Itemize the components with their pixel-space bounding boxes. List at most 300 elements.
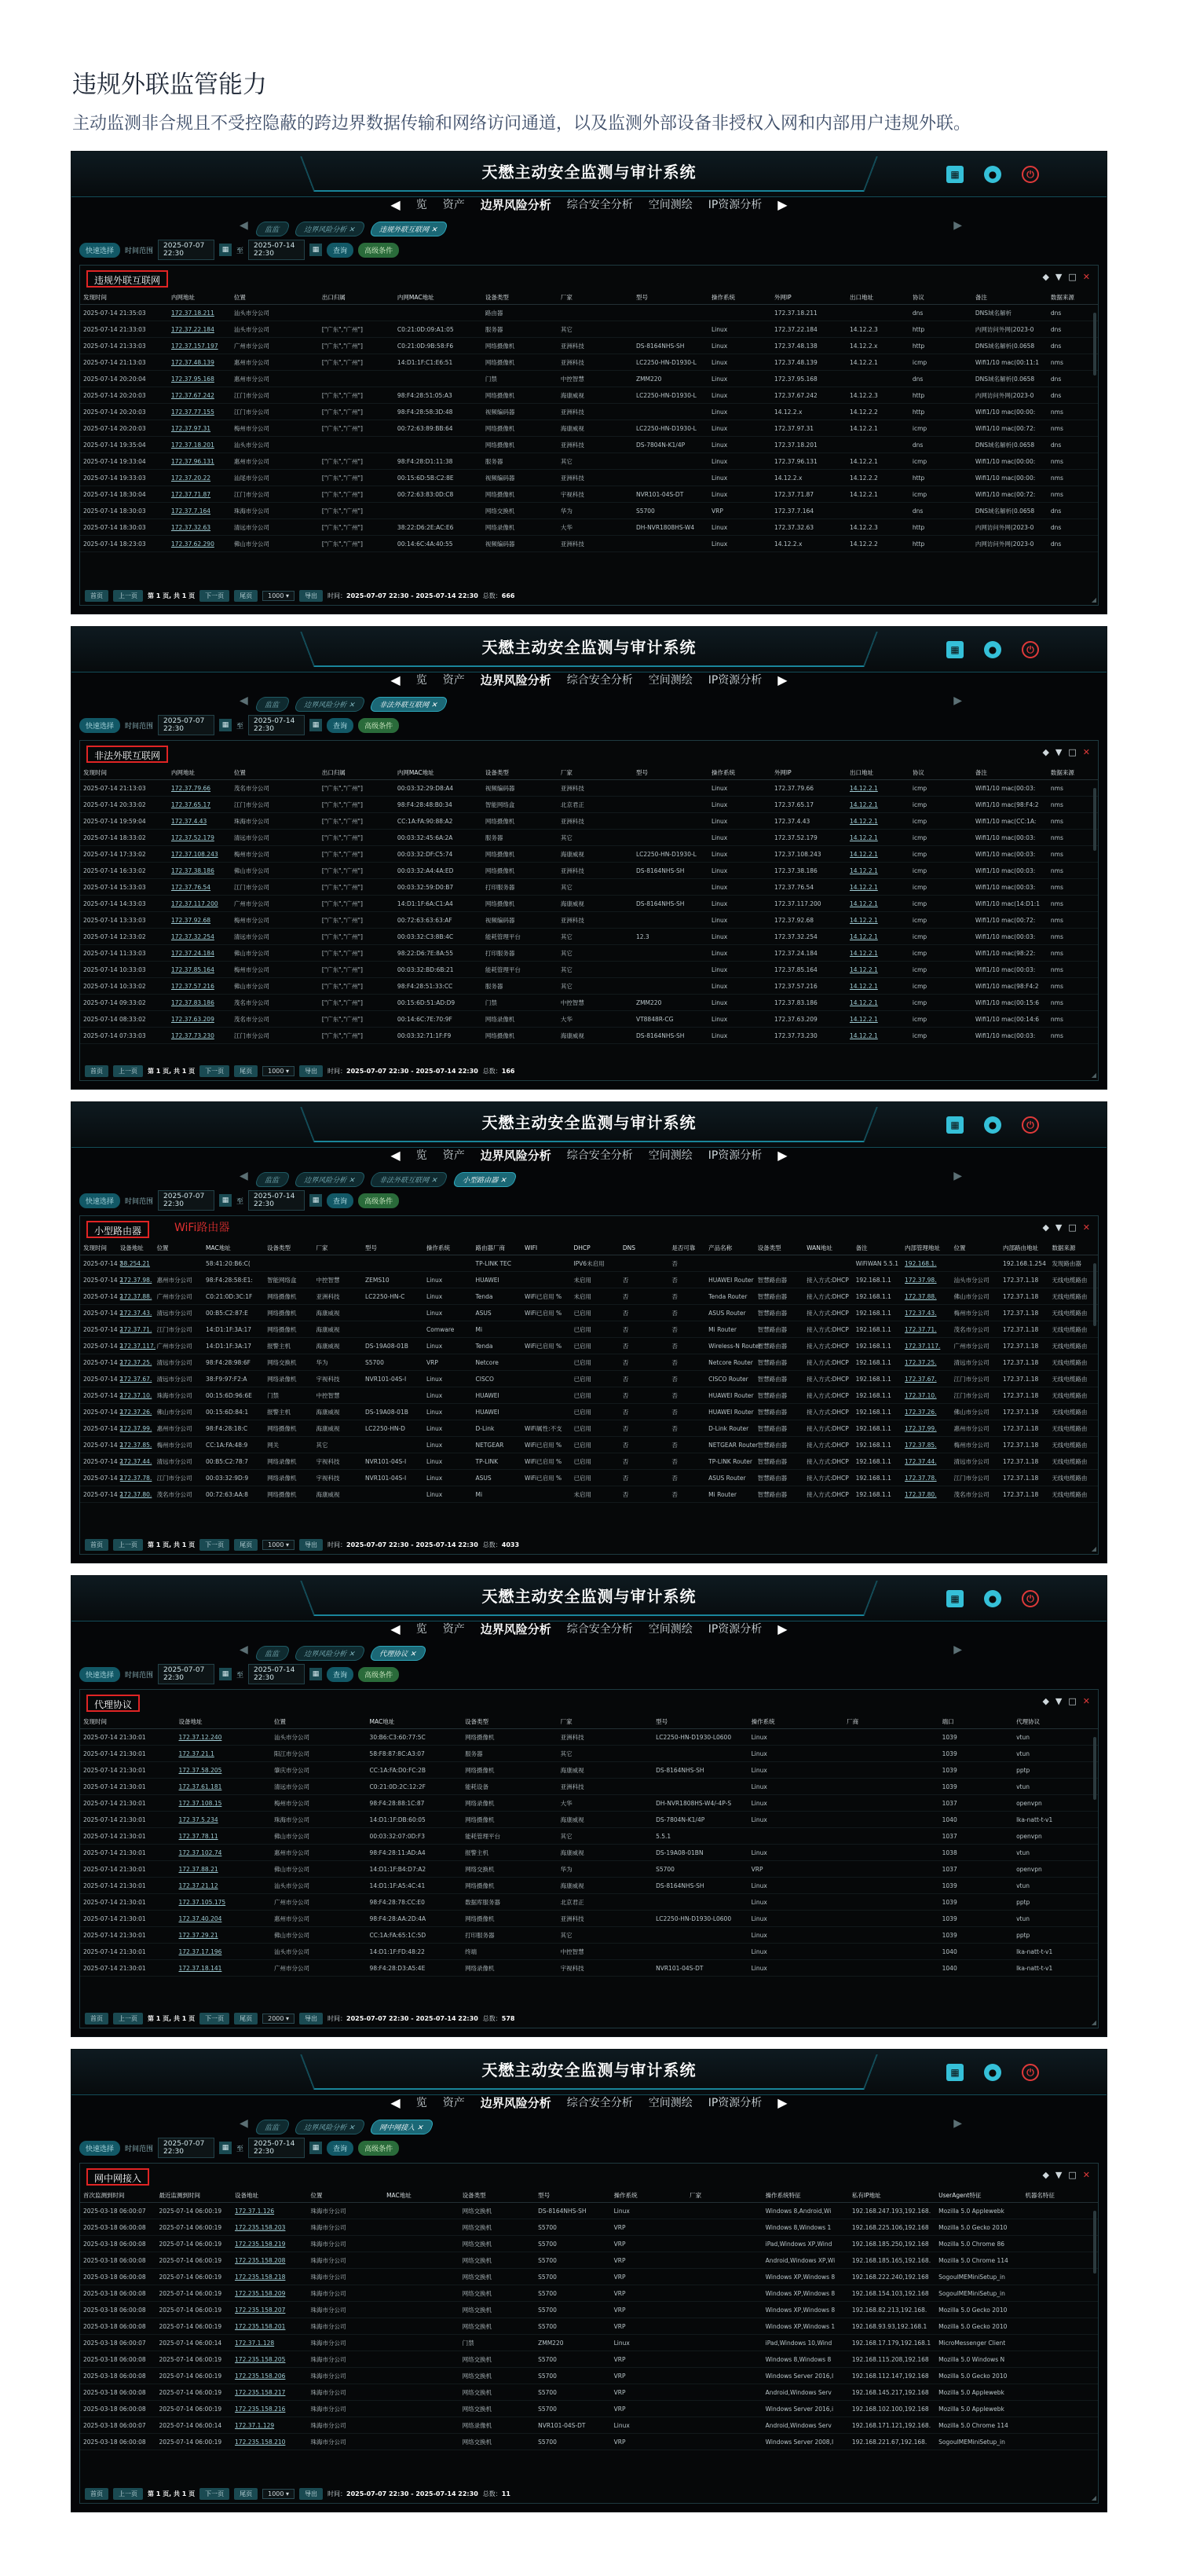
start-time-input[interactable]: 2025-07-07 22:30 (158, 240, 214, 260)
last-page-button[interactable]: 尾页 (234, 1539, 258, 1551)
column-header[interactable]: 发现时间 (80, 1715, 176, 1729)
table-row[interactable] (80, 929, 1098, 945)
last-page-button[interactable]: 尾页 (234, 1065, 258, 1077)
table-cell[interactable]: 172.37.61.181 (176, 1779, 272, 1795)
nav-item[interactable]: 综合安全分析 (566, 2097, 633, 2109)
column-header[interactable]: 备注 (853, 1241, 902, 1255)
table-row[interactable] (80, 2401, 1098, 2417)
tab-pill[interactable]: 边界风险分析 ✕ (294, 222, 367, 236)
table-row[interactable] (80, 1911, 1098, 1927)
table-cell[interactable]: 172.37.32.254 (168, 929, 231, 945)
table-cell[interactable]: 172.37.108.15 (176, 1795, 272, 1812)
table-cell[interactable]: 14.12.2.1 (847, 912, 909, 929)
chart-icon[interactable]: ▦ (946, 166, 964, 183)
table-cell[interactable]: 172.37.65.17 (168, 797, 231, 813)
table-cell[interactable]: 172.37.58.205 (176, 1762, 272, 1779)
calendar-icon[interactable]: ▦ (309, 1194, 322, 1207)
nav-item[interactable]: 空间测绘 (648, 1149, 693, 1162)
table-row[interactable] (80, 1762, 1098, 1779)
table-cell[interactable]: 14.12.2.1 (847, 945, 909, 962)
column-header[interactable]: 内网MAC地址 (394, 766, 482, 780)
table-row[interactable] (80, 896, 1098, 912)
table-row[interactable] (80, 321, 1098, 338)
calendar-icon[interactable]: ▦ (309, 2142, 322, 2154)
calendar-icon[interactable]: ▦ (309, 719, 322, 731)
table-cell[interactable]: 172.235.158.208 (232, 2252, 308, 2269)
column-header[interactable]: WIFI (521, 1241, 570, 1255)
column-header[interactable]: 位置 (231, 766, 319, 780)
tabs-left-arrow[interactable]: ◀ (240, 694, 248, 707)
table-cell[interactable]: 14.12.2.1 (847, 978, 909, 995)
tab-pill[interactable]: 非法外联互联网 ✕ (369, 1172, 449, 1187)
table-row[interactable] (80, 2335, 1098, 2351)
table-row[interactable] (80, 1011, 1098, 1028)
quick-select-button[interactable]: 快速选择 (79, 2141, 120, 2156)
table-cell[interactable]: 172.37.40.204 (176, 1911, 272, 1927)
column-header[interactable]: 机器名特征 (1022, 2189, 1098, 2203)
table-cell[interactable]: 172.37.18.201 (168, 437, 231, 453)
column-header[interactable]: 出口地址 (847, 766, 909, 780)
calendar-icon[interactable]: ▦ (219, 2142, 232, 2154)
column-header[interactable]: 出口地址 (847, 291, 909, 305)
export-button[interactable]: 导出 (299, 1065, 323, 1077)
column-header[interactable]: 厂商 (843, 1715, 939, 1729)
filter-icon[interactable]: ▼ (1055, 272, 1063, 282)
column-header[interactable]: 出口归属 (319, 291, 394, 305)
nav-prev-arrow[interactable]: ◀ (390, 2094, 401, 2110)
nav-item[interactable]: 边界风险分析 (480, 197, 551, 212)
nav-item[interactable]: 空间测绘 (648, 1623, 693, 1636)
calendar-icon[interactable]: ▦ (219, 719, 232, 731)
table-row[interactable] (80, 1404, 1098, 1420)
table-cell[interactable]: 172.37.44. (117, 1453, 154, 1470)
scrollbar[interactable] (1093, 313, 1096, 376)
table-cell[interactable]: 172.37.102.74 (176, 1845, 272, 1861)
user-icon[interactable]: ● (984, 1590, 1001, 1607)
table-cell[interactable]: 172.37.63.209 (168, 1011, 231, 1028)
tabs-left-arrow[interactable]: ◀ (240, 1170, 248, 1182)
table-row[interactable] (80, 2302, 1098, 2318)
next-page-button[interactable]: 下一页 (199, 1065, 229, 1077)
end-time-input[interactable]: 2025-07-14 22:30 (248, 240, 305, 260)
tag-icon[interactable]: ◆ (1042, 747, 1049, 757)
tab-pill[interactable]: 边界风险分析 ✕ (294, 1172, 367, 1187)
table-cell[interactable]: 14.12.2.1 (847, 879, 909, 896)
user-icon[interactable]: ● (984, 1116, 1001, 1134)
window-icon[interactable]: □ (1068, 2170, 1077, 2180)
column-header[interactable]: DNS (620, 1241, 668, 1255)
table-row[interactable] (80, 995, 1098, 1011)
column-header[interactable]: 内部路由地址 (1000, 1241, 1048, 1255)
column-header[interactable]: 最近监测到时间 (156, 2189, 232, 2203)
table-row[interactable] (80, 503, 1098, 519)
tab-pill[interactable]: 监监 (254, 2120, 291, 2134)
tab-pill[interactable]: 小型路由器 ✕ (452, 1172, 518, 1187)
column-header[interactable]: 厂家 (686, 2189, 763, 2203)
export-button[interactable]: 导出 (299, 590, 323, 602)
column-header[interactable]: 端口 (939, 1715, 1013, 1729)
table-cell[interactable]: 172.37.71. (117, 1321, 154, 1338)
table-row[interactable] (80, 879, 1098, 896)
filter-icon[interactable]: ▼ (1055, 1222, 1063, 1233)
table-row[interactable] (80, 1371, 1098, 1387)
table-cell[interactable]: 172.37.117. (902, 1338, 950, 1354)
nav-item[interactable]: IP资源分析 (708, 674, 763, 687)
start-time-input[interactable]: 2025-07-07 22:30 (158, 1190, 214, 1211)
table-row[interactable] (80, 945, 1098, 962)
column-header[interactable]: 设备类型 (264, 1241, 313, 1255)
table-cell[interactable]: 172.37.32.63 (168, 519, 231, 536)
table-row[interactable] (80, 797, 1098, 813)
chart-icon[interactable]: ▦ (946, 1590, 964, 1607)
next-page-button[interactable]: 下一页 (199, 2013, 229, 2025)
table-cell[interactable]: 172.37.22.184 (168, 321, 231, 338)
table-row[interactable] (80, 2236, 1098, 2252)
power-icon[interactable]: ⏻ (1022, 166, 1039, 183)
nav-item[interactable]: 览 (415, 2097, 427, 2109)
table-cell[interactable]: 172.37.99. (117, 1420, 154, 1437)
nav-item[interactable]: 览 (415, 674, 427, 687)
table-row[interactable] (80, 863, 1098, 879)
table-cell[interactable]: 172.37.10. (117, 1387, 154, 1404)
tag-icon[interactable]: ◆ (1042, 2170, 1049, 2180)
end-time-input[interactable]: 2025-07-14 22:30 (248, 2138, 305, 2158)
chart-icon[interactable]: ▦ (946, 2064, 964, 2081)
table-cell[interactable]: 172.37.43. (117, 1305, 154, 1321)
page-size-select[interactable]: 2000 ▾ (262, 2014, 294, 2024)
table-cell[interactable]: 172.37.78. (117, 1470, 154, 1486)
table-cell[interactable]: 172.37.25. (902, 1354, 950, 1371)
column-header[interactable]: 操作系统 (748, 1715, 844, 1729)
close-icon[interactable]: ✕ (1082, 1696, 1090, 1706)
first-page-button[interactable]: 首页 (85, 1065, 108, 1077)
column-header[interactable]: 操作系统 (611, 2189, 687, 2203)
nav-item[interactable]: 空间测绘 (648, 674, 693, 687)
table-cell[interactable]: 14.12.2.1 (847, 1011, 909, 1028)
table-row[interactable] (80, 1288, 1098, 1305)
table-row[interactable] (80, 2219, 1098, 2236)
column-header[interactable]: 发现时间 (80, 291, 168, 305)
table-cell[interactable]: 172.37.105.175 (176, 1894, 272, 1911)
table-cell[interactable]: 14.12.2.1 (847, 995, 909, 1011)
table-cell[interactable]: 172.37.17.196 (176, 1944, 272, 1960)
prev-page-button[interactable]: 上一页 (113, 2013, 143, 2025)
tabs-right-arrow[interactable]: ▶ (953, 694, 962, 707)
column-header[interactable]: 出口归属 (319, 766, 394, 780)
table-cell[interactable]: 172.37.157.197 (168, 338, 231, 354)
export-button[interactable]: 导出 (299, 2013, 323, 2025)
column-header[interactable]: 厂家 (313, 1241, 362, 1255)
column-header[interactable]: 路由器厂商 (473, 1241, 521, 1255)
table-cell[interactable]: 172.37.67. (902, 1371, 950, 1387)
nav-item[interactable]: 资产 (442, 2097, 465, 2109)
table-cell[interactable]: 172.37.77.155 (168, 404, 231, 420)
column-header[interactable]: 设备类型 (459, 2189, 536, 2203)
column-header[interactable]: 协议 (909, 766, 972, 780)
table-cell[interactable]: 172.37.117. (117, 1338, 154, 1354)
nav-item[interactable]: 空间测绘 (648, 2097, 693, 2109)
advanced-filter-button[interactable]: 高级条件 (358, 718, 399, 733)
quick-select-button[interactable]: 快速选择 (79, 243, 120, 258)
user-icon[interactable]: ● (984, 166, 1001, 183)
table-cell[interactable]: 172.37.7.164 (168, 503, 231, 519)
table-cell[interactable]: 172.37.25. (117, 1354, 154, 1371)
table-row[interactable] (80, 453, 1098, 470)
calendar-icon[interactable]: ▦ (309, 244, 322, 256)
table-row[interactable] (80, 1729, 1098, 1746)
nav-item[interactable]: 边界风险分析 (480, 672, 551, 687)
table-row[interactable] (80, 2417, 1098, 2434)
scrollbar[interactable] (1093, 2211, 1096, 2274)
tabs-right-arrow[interactable]: ▶ (953, 1170, 962, 1182)
end-time-input[interactable]: 2025-07-14 22:30 (248, 1190, 305, 1211)
column-header[interactable]: 外网IP (771, 291, 847, 305)
table-row[interactable] (80, 813, 1098, 830)
nav-item[interactable]: 资产 (442, 674, 465, 687)
table-row[interactable] (80, 2434, 1098, 2450)
chart-icon[interactable]: ▦ (946, 641, 964, 658)
scrollbar[interactable] (1093, 1263, 1096, 1326)
nav-item[interactable]: 综合安全分析 (566, 199, 633, 211)
table-row[interactable] (80, 1878, 1098, 1894)
tab-pill[interactable]: 非法外联互联网 ✕ (369, 697, 449, 712)
column-header[interactable]: 位置 (951, 1241, 1000, 1255)
table-row[interactable] (80, 1420, 1098, 1437)
table-row[interactable] (80, 404, 1098, 420)
table-cell[interactable]: 172.37.48.139 (168, 354, 231, 371)
nav-prev-arrow[interactable]: ◀ (390, 1621, 401, 1636)
nav-next-arrow[interactable]: ▶ (777, 1621, 788, 1636)
table-cell[interactable]: 172.37.98. (902, 1272, 950, 1288)
nav-item[interactable]: 综合安全分析 (566, 674, 633, 687)
column-header[interactable]: 操作系统特征 (763, 2189, 849, 2203)
nav-item[interactable]: 资产 (442, 1149, 465, 1162)
table-row[interactable] (80, 1746, 1098, 1762)
resize-handle[interactable]: ◢ (1091, 2019, 1096, 2026)
column-header[interactable]: 首次监测到时间 (80, 2189, 156, 2203)
user-icon[interactable]: ● (984, 641, 1001, 658)
table-cell[interactable]: 172.37.57.216 (168, 978, 231, 995)
table-cell[interactable]: 172.37.52.179 (168, 830, 231, 846)
table-row[interactable] (80, 305, 1098, 321)
table-row[interactable] (80, 1354, 1098, 1371)
next-page-button[interactable]: 下一页 (199, 1539, 229, 1551)
column-header[interactable]: DHCP (570, 1241, 619, 1255)
prev-page-button[interactable]: 上一页 (113, 590, 143, 602)
column-header[interactable]: 发现时间 (80, 766, 168, 780)
table-cell[interactable]: 172.37.1.129 (232, 2417, 308, 2434)
nav-next-arrow[interactable]: ▶ (777, 1147, 788, 1163)
nav-item[interactable]: IP资源分析 (708, 1149, 763, 1162)
table-cell[interactable]: 172.37.26. (902, 1404, 950, 1420)
table-row[interactable] (80, 1255, 1098, 1272)
table-row[interactable] (80, 1894, 1098, 1911)
table-cell[interactable]: 172.37.26. (117, 1404, 154, 1420)
table-cell[interactable]: 172.37.85. (117, 1437, 154, 1453)
nav-item[interactable]: IP资源分析 (708, 2097, 763, 2109)
column-header[interactable]: 位置 (154, 1241, 203, 1255)
tab-pill[interactable]: 网中网接入 ✕ (369, 2120, 435, 2134)
scrollbar[interactable] (1093, 1737, 1096, 1800)
power-icon[interactable]: ⏻ (1022, 1590, 1039, 1607)
table-cell[interactable]: 172.235.158.203 (232, 2219, 308, 2236)
table-cell[interactable]: 172.37.43. (902, 1305, 950, 1321)
table-row[interactable] (80, 470, 1098, 486)
window-icon[interactable]: □ (1068, 747, 1077, 757)
table-cell[interactable]: 172.235.158.216 (232, 2401, 308, 2417)
table-row[interactable] (80, 1305, 1098, 1321)
column-header[interactable]: 位置 (231, 291, 319, 305)
column-header[interactable]: 协议 (909, 291, 972, 305)
table-cell[interactable]: 172.37.24.184 (168, 945, 231, 962)
power-icon[interactable]: ⏻ (1022, 641, 1039, 658)
table-row[interactable] (80, 2269, 1098, 2285)
table-cell[interactable]: 172.37.21.12 (176, 1878, 272, 1894)
table-row[interactable] (80, 1338, 1098, 1354)
prev-page-button[interactable]: 上一页 (113, 1539, 143, 1551)
query-button[interactable]: 查询 (327, 1193, 353, 1208)
table-cell[interactable]: 172.37.88. (117, 1288, 154, 1305)
power-icon[interactable]: ⏻ (1022, 1116, 1039, 1134)
column-header[interactable]: 内部管理地址 (902, 1241, 950, 1255)
next-page-button[interactable]: 下一页 (199, 2488, 229, 2500)
table-cell[interactable]: 14.12.2.1 (847, 1028, 909, 1044)
column-header[interactable]: 型号 (653, 1715, 748, 1729)
query-button[interactable]: 查询 (327, 718, 353, 733)
tabs-left-arrow[interactable]: ◀ (240, 1643, 248, 1656)
column-header[interactable]: 代理协议 (1013, 1715, 1098, 1729)
table-row[interactable] (80, 1828, 1098, 1845)
table-row[interactable] (80, 1861, 1098, 1878)
table-cell[interactable]: 172.235.158.207 (232, 2302, 308, 2318)
table-cell[interactable]: 172.235.158.205 (232, 2351, 308, 2368)
table-cell[interactable]: 172.37.18.211 (168, 305, 231, 321)
page-size-select[interactable]: 1000 ▾ (262, 2489, 294, 2499)
table-row[interactable] (80, 1321, 1098, 1338)
filter-icon[interactable]: ▼ (1055, 747, 1063, 757)
prev-page-button[interactable]: 上一页 (113, 2488, 143, 2500)
column-header[interactable]: 设备类型 (462, 1715, 558, 1729)
query-button[interactable]: 查询 (327, 2141, 353, 2156)
tag-icon[interactable]: ◆ (1042, 1222, 1049, 1233)
column-header[interactable]: MAC地址 (203, 1241, 264, 1255)
table-row[interactable] (80, 338, 1098, 354)
end-time-input[interactable]: 2025-07-14 22:30 (248, 715, 305, 735)
table-cell[interactable]: 172.37.73.230 (168, 1028, 231, 1044)
tab-pill[interactable]: 监监 (254, 222, 291, 236)
start-time-input[interactable]: 2025-07-07 22:30 (158, 1664, 214, 1684)
column-header[interactable]: 型号 (633, 766, 708, 780)
table-cell[interactable]: 172.37.92.68 (168, 912, 231, 929)
table-row[interactable] (80, 1927, 1098, 1944)
table-cell[interactable]: 14.12.2.1 (847, 929, 909, 945)
table-cell[interactable]: 172.37.29.21 (176, 1927, 272, 1944)
table-cell[interactable]: 172.37.108.243 (168, 846, 231, 863)
column-header[interactable]: 设备地址 (117, 1241, 154, 1255)
table-row[interactable] (80, 437, 1098, 453)
first-page-button[interactable]: 首页 (85, 1539, 108, 1551)
resize-handle[interactable]: ◢ (1091, 1545, 1096, 1552)
table-row[interactable] (80, 486, 1098, 503)
table-row[interactable] (80, 1960, 1098, 1977)
filter-icon[interactable]: ▼ (1055, 2170, 1063, 2180)
nav-item[interactable]: 边界风险分析 (480, 2095, 551, 2110)
close-icon[interactable]: ✕ (1082, 1222, 1090, 1233)
column-header[interactable]: 操作系统 (708, 766, 771, 780)
column-header[interactable]: 型号 (633, 291, 708, 305)
table-row[interactable] (80, 387, 1098, 404)
table-row[interactable] (80, 420, 1098, 437)
first-page-button[interactable]: 首页 (85, 590, 108, 602)
column-header[interactable]: MAC地址 (383, 2189, 459, 2203)
advanced-filter-button[interactable]: 高级条件 (358, 2141, 399, 2156)
column-header[interactable]: 型号 (535, 2189, 611, 2203)
column-header[interactable]: 设备类型 (482, 766, 558, 780)
column-header[interactable]: 是否可靠 (668, 1241, 705, 1255)
table-row[interactable] (80, 519, 1098, 536)
nav-item[interactable]: 空间测绘 (648, 199, 693, 211)
table-row[interactable] (80, 2252, 1098, 2269)
table-cell[interactable]: 192.168.1. (902, 1255, 950, 1272)
table-cell[interactable]: 172.37.1.128 (232, 2335, 308, 2351)
table-cell[interactable]: 14.12.2.1 (847, 813, 909, 830)
start-time-input[interactable]: 2025-07-07 22:30 (158, 2138, 214, 2158)
resize-handle[interactable]: ◢ (1091, 1072, 1096, 1079)
column-header[interactable]: 型号 (362, 1241, 423, 1255)
table-row[interactable] (80, 1779, 1098, 1795)
table-cell[interactable]: 172.37.99. (902, 1420, 950, 1437)
query-button[interactable]: 查询 (327, 243, 353, 258)
table-cell[interactable]: 172.235.158.206 (232, 2368, 308, 2384)
column-header[interactable]: 位置 (271, 1715, 367, 1729)
tabs-right-arrow[interactable]: ▶ (953, 219, 962, 232)
table-row[interactable] (80, 1437, 1098, 1453)
advanced-filter-button[interactable]: 高级条件 (358, 1193, 399, 1208)
nav-prev-arrow[interactable]: ◀ (390, 196, 401, 212)
table-cell[interactable]: 172.235.158.217 (232, 2384, 308, 2401)
table-cell[interactable]: 172.37.88. (902, 1288, 950, 1305)
table-row[interactable] (80, 1812, 1098, 1828)
table-row[interactable] (80, 962, 1098, 978)
nav-item[interactable]: 综合安全分析 (566, 1149, 633, 1162)
table-cell[interactable]: 172.37.67.242 (168, 387, 231, 404)
table-cell[interactable]: 172.235.158.209 (232, 2285, 308, 2302)
tab-pill[interactable]: 边界风险分析 ✕ (294, 697, 367, 712)
nav-item[interactable]: IP资源分析 (708, 1623, 763, 1636)
column-header[interactable]: 设备地址 (232, 2189, 308, 2203)
column-header[interactable]: 操作系统 (708, 291, 771, 305)
table-row[interactable] (80, 2318, 1098, 2335)
nav-item[interactable]: 览 (415, 1623, 427, 1636)
page-size-select[interactable]: 1000 ▾ (262, 1540, 294, 1550)
table-row[interactable] (80, 2203, 1098, 2219)
table-cell[interactable]: 172.37.83.186 (168, 995, 231, 1011)
table-cell[interactable]: 172.37.44. (902, 1453, 950, 1470)
nav-item[interactable]: 览 (415, 199, 427, 211)
column-header[interactable]: 数据来源 (1048, 1241, 1098, 1255)
next-page-button[interactable]: 下一页 (199, 590, 229, 602)
quick-select-button[interactable]: 快速选择 (79, 718, 120, 733)
table-row[interactable] (80, 2285, 1098, 2302)
table-cell[interactable]: 14.12.2.1 (847, 830, 909, 846)
resize-handle[interactable]: ◢ (1091, 596, 1096, 603)
start-time-input[interactable]: 2025-07-07 22:30 (158, 715, 214, 735)
tag-icon[interactable]: ◆ (1042, 272, 1049, 282)
column-header[interactable]: 内网MAC地址 (394, 291, 482, 305)
table-cell[interactable]: 172.37.78.11 (176, 1828, 272, 1845)
close-icon[interactable]: ✕ (1082, 272, 1090, 282)
tabs-right-arrow[interactable]: ▶ (953, 1643, 962, 1656)
